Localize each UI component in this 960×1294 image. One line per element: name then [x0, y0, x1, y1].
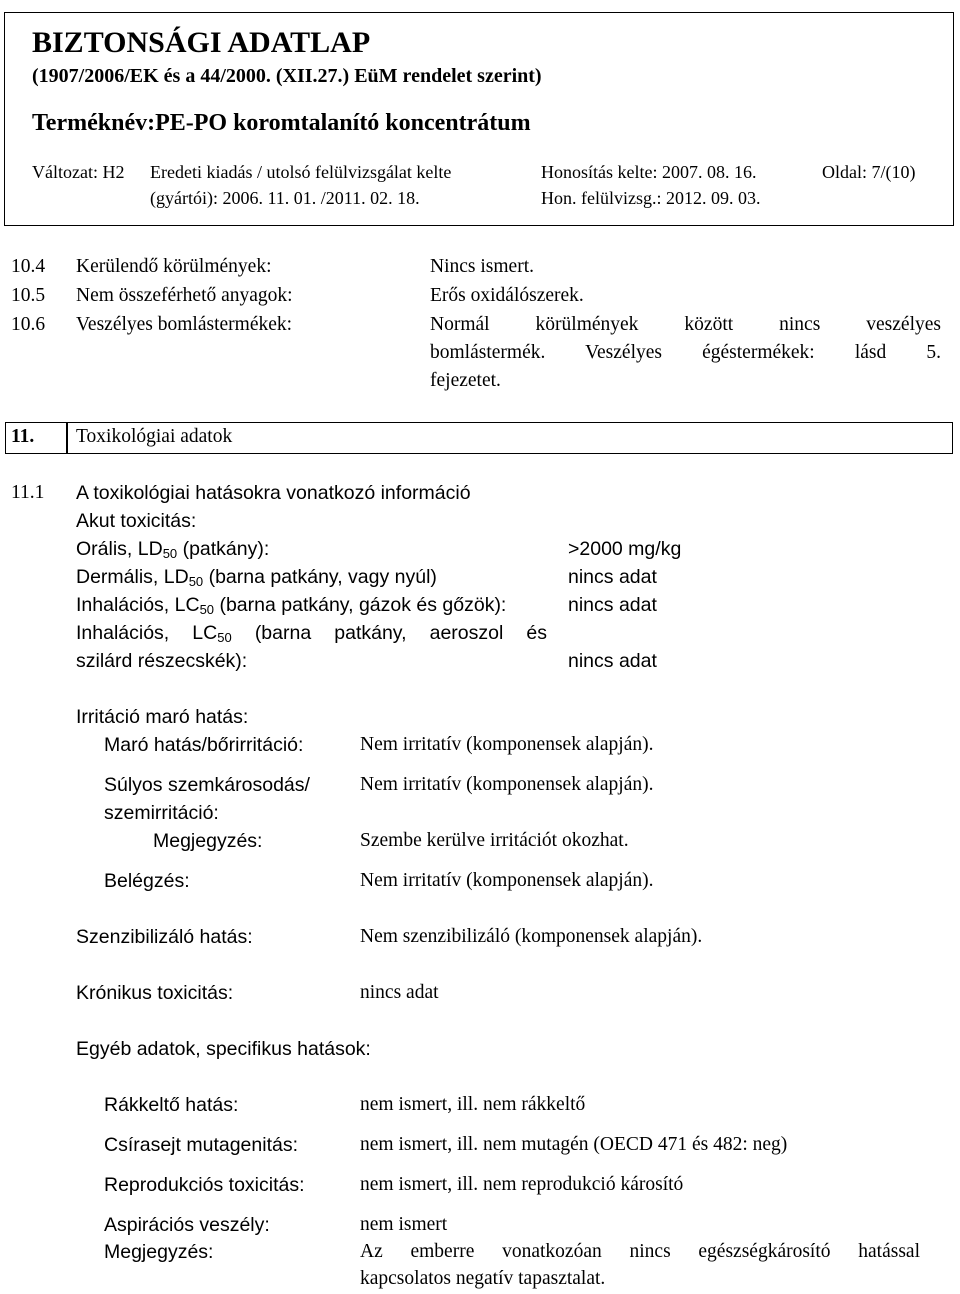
subsection-title: A toxikológiai hatásokra vonatkozó információ	[76, 482, 471, 504]
dermal-ld50-label: Dermális, $LD_{50}$ (barna patkány, vagy nyúl)	[76, 566, 437, 589]
approval-date: Honosítás kelte: 2007. 08. 16.	[541, 162, 757, 182]
item-number: 10.6	[11, 314, 46, 335]
reproductive-toxicity-label: Reprodukciós toxicitás:	[104, 1174, 305, 1196]
other-data-heading: Egyéb adatok, specifikus hatások:	[76, 1038, 371, 1060]
item-value: Erős oxidálószerek.	[430, 285, 584, 306]
section-heading-divider	[66, 423, 68, 453]
item-value-line: fejezetet.	[430, 370, 501, 391]
item-number: 10.4	[11, 256, 46, 277]
note-value-line2: kapcsolatos negatív tapasztalat.	[360, 1268, 606, 1289]
note-label: Megjegyzés:	[104, 1241, 214, 1263]
issue-date-line2: (gyártói): 2006. 11. 01. /2011. 02. 18.	[150, 188, 420, 208]
eye-damage-label: Súlyos szemkárosodás/	[104, 774, 310, 796]
item-label: Veszélyes bomlástermékek:	[76, 314, 293, 335]
carcinogenicity-value: nem ismert, ill. nem rákkeltő	[360, 1094, 586, 1115]
inhalation-irritation-label: Belégzés:	[104, 870, 190, 892]
product-line	[32, 110, 531, 137]
eye-note-value: Szembe kerülve irritációt okozhat.	[360, 830, 629, 851]
item-label: Nem összeférhető anyagok:	[76, 285, 293, 306]
inhalation-lc50-aerosol-value: nincs adat	[568, 650, 657, 672]
document-title: BIZTONSÁGI ADATLAP	[32, 26, 371, 59]
item-number: 10.5	[11, 285, 46, 306]
inhalation-lc50-gas-value: nincs adat	[568, 594, 657, 616]
inhalation-lc50-aerosol-label-line2: szilárd részecskék):	[76, 650, 248, 672]
item-label: Kerülendő körülmények:	[76, 256, 272, 277]
inhalation-lc50-gas-label: Inhalációs, $LC_{50}$ (barna patkány, gázok és gőzök):	[76, 594, 507, 617]
version: Változat: H2	[32, 162, 125, 182]
eye-damage-value: Nem irritatív (komponensek alapján).	[360, 774, 654, 795]
sensitization-label: Szenzibilizáló hatás:	[76, 926, 253, 948]
carcinogenicity-label: Rákkeltő hatás:	[104, 1094, 239, 1116]
eye-note-label: Megjegyzés:	[153, 830, 263, 852]
chronic-toxicity-value: nincs adat	[360, 982, 439, 1003]
mutagenicity-label: Csírasejt mutagenitás:	[104, 1134, 299, 1156]
mutagenicity-value: nem ismert, ill. nem mutagén (OECD 471 és 482: neg)	[360, 1134, 788, 1155]
oral-ld50-value: >2000 mg/kg	[568, 538, 682, 560]
reproductive-toxicity-value: nem ismert, ill. nem reprodukció károsító	[360, 1174, 684, 1195]
item-value: Nincs ismert.	[430, 256, 534, 277]
section-number: 11.	[11, 426, 35, 447]
item-value-line: bomlástermék. Veszélyes égéstermékek: lásd 5.	[430, 342, 941, 363]
page-number: Oldal: 7/(10)	[822, 162, 916, 182]
aspiration-hazard-label: Aspirációs veszély:	[104, 1214, 270, 1236]
item-value-line: Normál körülmények között nincs veszélyes	[430, 314, 941, 335]
note-value-line1: Az emberre vonatkozóan nincs egészségkárosító hatással	[360, 1241, 920, 1262]
inhalation-lc50-aerosol-label: Inhalációs, $LC_{50}$ (barna patkány, aeroszol és	[76, 622, 547, 645]
approval-review-date: Hon. felülvizsg.: 2012. 09. 03.	[541, 188, 761, 208]
inhalation-irritation-value: Nem irritatív (komponensek alapján).	[360, 870, 654, 891]
sensitization-value: Nem szenzibilizáló (komponensek alapján).	[360, 926, 703, 947]
dermal-ld50-value: nincs adat	[568, 566, 657, 588]
product-name: PE-PO koromtalanító koncentrátum	[155, 110, 531, 136]
corrosive-value: Nem irritatív (komponensek alapján).	[360, 734, 654, 755]
acute-toxicity-heading: Akut toxicitás:	[76, 510, 197, 532]
section-title: Toxikológiai adatok	[76, 426, 233, 447]
product-label: Terméknév:	[32, 110, 156, 136]
eye-damage-label-line2: szemirritáció:	[104, 802, 219, 824]
issue-date-line1: Eredeti kiadás / utolsó felülvizsgálat kelte	[150, 162, 452, 182]
oral-ld50-label: Orális, $LD_{50}$ (patkány):	[76, 538, 270, 561]
subsection-number: 11.1	[11, 482, 45, 503]
corrosive-label: Maró hatás/bőrirritáció:	[104, 734, 304, 756]
regulation-reference: (1907/2006/EK és a 44/2000. (XII.27.) EüM rendelet szerint)	[32, 65, 542, 87]
irritation-heading: Irritáció maró hatás:	[76, 706, 249, 728]
chronic-toxicity-label: Krónikus toxicitás:	[76, 982, 234, 1004]
aspiration-hazard-value: nem ismert	[360, 1214, 448, 1235]
